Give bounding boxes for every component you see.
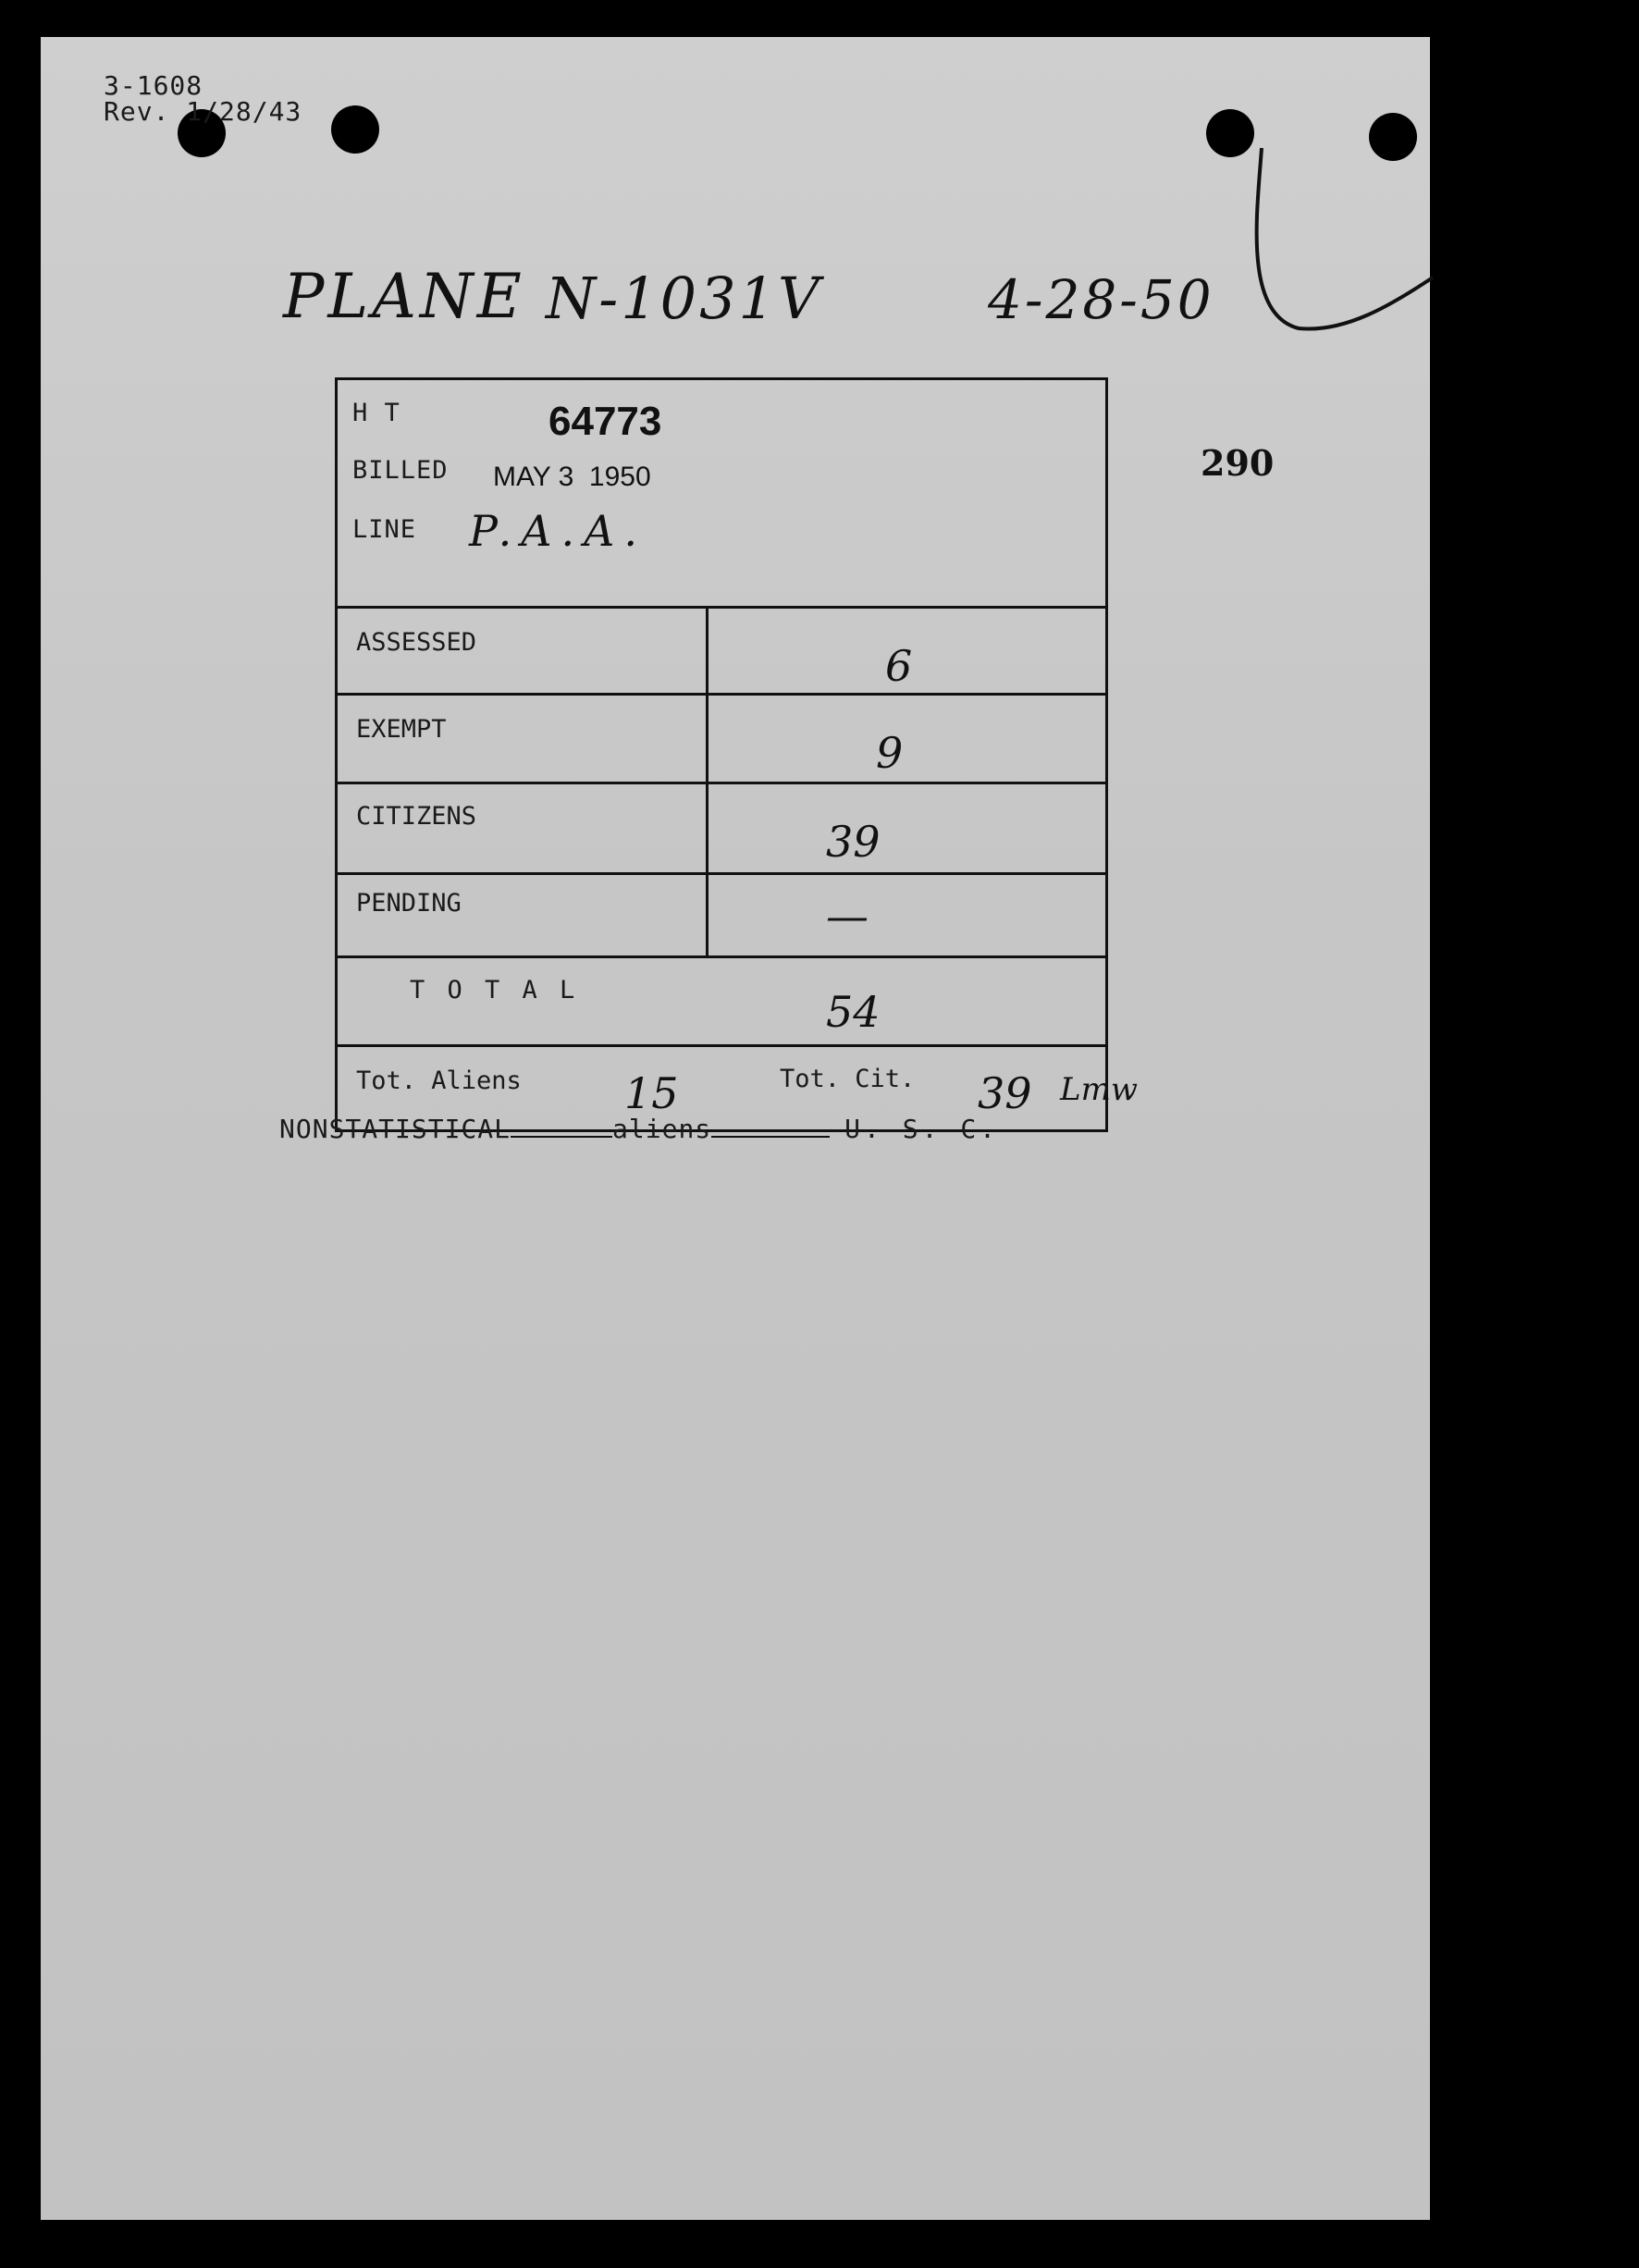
aliens-blank [711,1114,830,1138]
rule-assessed [338,693,1105,696]
usc-label: U. S. C. [844,1114,1000,1144]
citizens-label: CITIZENS [356,802,477,831]
nonstatistical-label: NONSTATISTICAL [279,1114,511,1144]
tot-cit-value: 39 [978,1068,1032,1118]
assessed-label: ASSESSED [356,628,477,657]
line-label: LINE [352,515,417,544]
rule-total [338,1044,1105,1047]
line-value: P.A.A. [469,506,647,556]
manifest-form-table [335,377,1108,1132]
tot-aliens-value: 15 [624,1068,679,1118]
total-label: T O T A L [410,976,579,1005]
header-date: 4-28-50 [988,268,1214,331]
pen-stroke-mark [1206,102,1437,342]
nonstatistical-blank [511,1114,612,1138]
pending-label: PENDING [356,889,462,918]
nonstatistical-line [279,1114,999,1144]
ht-label: H T [352,399,401,427]
plane-number: N-1031V [546,265,822,332]
ht-number: 64773 [548,399,662,444]
form-number: 3-1608 [104,70,203,101]
rule-exempt [338,782,1105,784]
rule-citizens [338,872,1105,875]
exempt-label: EXEMPT [356,715,447,744]
exempt-value: 9 [876,728,904,778]
billed-label: BILLED [352,456,449,485]
plane-label: PLANE [283,261,525,332]
page-number: 290 [1201,442,1275,484]
tot-aliens-label: Tot. Aliens [356,1066,522,1095]
form-revision: Rev. 1/28/43 [104,96,302,127]
billed-date: MAY 3 1950 [493,462,651,492]
pending-value: — [826,891,869,941]
column-divider [706,606,709,955]
tot-cit-label: Tot. Cit. [780,1065,916,1093]
rule-pending [338,955,1105,958]
initials: Lmw [1060,1071,1138,1108]
total-value: 54 [826,987,881,1037]
aliens-label: aliens [612,1114,712,1144]
punch-hole-2 [331,105,379,154]
document-page [41,37,1430,2220]
rule-header [338,606,1105,609]
citizens-value: 39 [826,817,881,867]
assessed-value: 6 [885,641,913,691]
